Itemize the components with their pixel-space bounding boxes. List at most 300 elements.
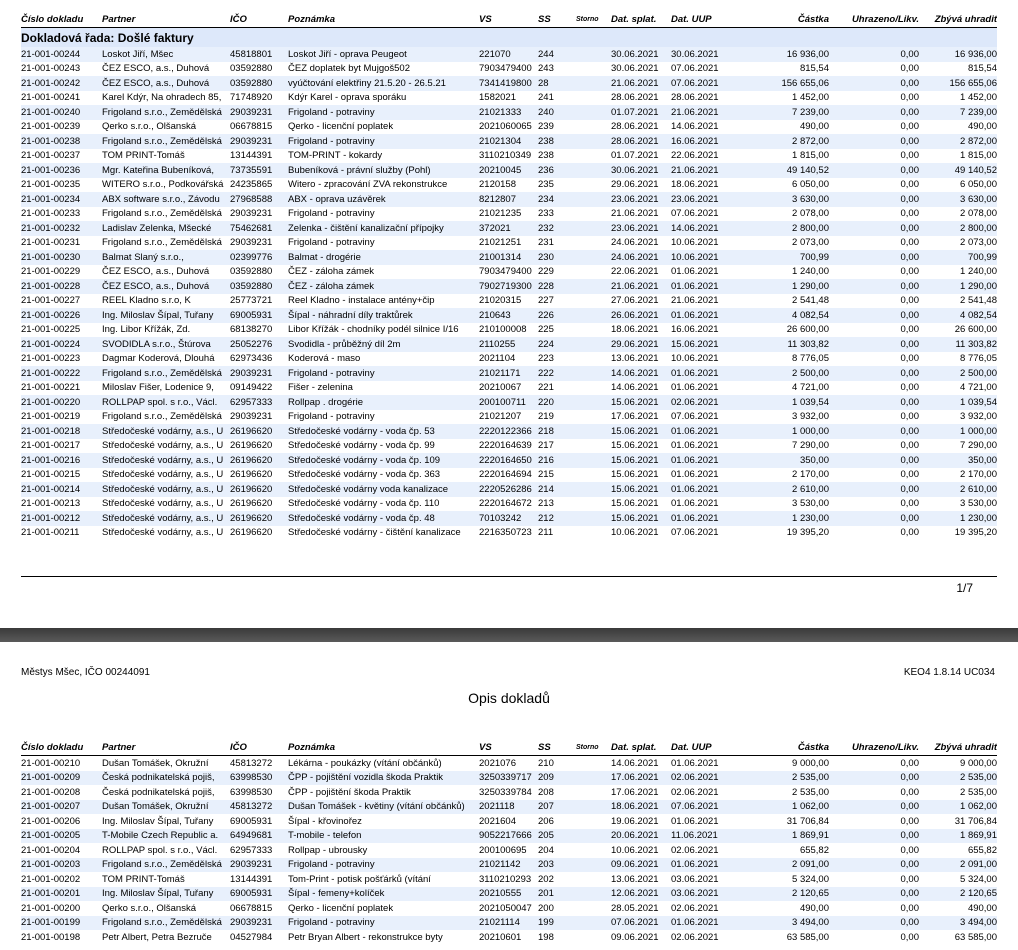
- cell-due-date: 30.06.2021: [611, 47, 671, 62]
- cell-partner: Dušan Tomášek, Okružní: [102, 757, 209, 769]
- cell-uup-date: 01.06.2021: [671, 916, 731, 931]
- cell-remaining: 31 706,84: [954, 815, 997, 827]
- cell-storno: [576, 323, 611, 338]
- cell-ss: 208: [538, 786, 554, 798]
- table-row: [21, 366, 997, 381]
- cell-ss: 28: [538, 76, 576, 91]
- cell-due-date: 14.06.2021: [611, 382, 659, 394]
- table-row: [21, 352, 997, 367]
- cell-ico: 69005931: [230, 308, 288, 323]
- cell-ss: 232: [538, 221, 576, 236]
- cell-ss: 202: [538, 873, 554, 885]
- cell-remaining: 2 541,48: [960, 295, 997, 307]
- organization-header: Městys Mšec, IČO 00244091: [21, 667, 150, 678]
- cell-uup-date: 07.06.2021: [671, 208, 719, 220]
- cell-note: Witero - zpracování ZVA rekonstrukce: [288, 179, 448, 191]
- cell-doc-number: 21-001-00208: [21, 786, 81, 798]
- cell-note: T-mobile - telefon: [288, 829, 479, 844]
- cell-storno: [576, 207, 611, 222]
- table-row: [21, 887, 997, 902]
- cell-doc-number: 21-001-00232: [21, 221, 102, 236]
- cell-paid: 0,00: [900, 527, 919, 539]
- cell-vs: 3250339784: [479, 786, 532, 798]
- cell-note: Kdýr Karel - oprava sporáku: [288, 92, 407, 104]
- cell-partner: Frigoland s.r.o., Zemědělská: [102, 916, 230, 931]
- cell-ss: 235: [538, 179, 554, 191]
- cell-remaining: 3 630,00: [919, 192, 997, 207]
- cell-remaining: 11 303,82: [919, 337, 997, 352]
- cell-doc-number: 21-001-00240: [21, 105, 102, 120]
- cell-vs: 21020315: [479, 295, 522, 307]
- column-header-partner: Partner: [102, 12, 230, 28]
- cell-paid: 0,00: [900, 179, 919, 191]
- cell-ss: 222: [538, 366, 576, 381]
- cell-storno: [576, 930, 611, 945]
- cell-paid: 0,00: [829, 771, 919, 786]
- cell-remaining: 2 872,00: [919, 134, 997, 149]
- cell-due-date: 10.06.2021: [611, 844, 659, 856]
- cell-ss: 215: [538, 469, 554, 481]
- cell-ss: 212: [538, 511, 576, 526]
- cell-amount: 1 039,54: [731, 395, 829, 410]
- cell-amount: 2 073,00: [792, 237, 829, 249]
- cell-paid: 0,00: [829, 47, 919, 62]
- cell-uup-date: 30.06.2021: [671, 47, 731, 62]
- cell-paid: 0,00: [829, 887, 919, 902]
- cell-ico: 29039231: [230, 237, 273, 249]
- table-row: [21, 149, 997, 164]
- cell-partner: Frigoland s.r.o., Zemědělská: [102, 105, 230, 120]
- cell-uup-date: 01.06.2021: [671, 366, 731, 381]
- cell-vs: 3250339717: [479, 771, 538, 786]
- cell-storno: [576, 149, 611, 164]
- cell-ss: 233: [538, 208, 554, 220]
- cell-storno: [576, 294, 611, 309]
- cell-amount: 2 610,00: [731, 482, 829, 497]
- cell-due-date: 18.06.2021: [611, 800, 671, 815]
- cell-ico: 13144391: [230, 150, 273, 162]
- cell-storno: [576, 424, 611, 439]
- cell-vs: 7903479400: [479, 63, 532, 75]
- cell-due-date: 18.06.2021: [611, 324, 659, 336]
- cell-due-date: 15.06.2021: [611, 440, 659, 452]
- cell-note: Středočeské vodárny - voda čp. 109: [288, 453, 479, 468]
- cell-vs: 2021050047: [479, 902, 532, 914]
- documents-table: [21, 12, 997, 540]
- cell-storno: [576, 872, 611, 887]
- cell-uup-date: 10.06.2021: [671, 250, 731, 265]
- cell-ico: 29039231: [230, 858, 288, 873]
- cell-due-date: 15.06.2021: [611, 453, 671, 468]
- cell-due-date: 28.06.2021: [611, 134, 671, 149]
- cell-vs: 21021235: [479, 208, 522, 220]
- cell-doc-number: 21-001-00220: [21, 395, 102, 410]
- table-row: [21, 163, 997, 178]
- cell-vs: 21021333: [479, 105, 538, 120]
- cell-storno: [576, 497, 611, 512]
- cell-doc-number: 21-001-00199: [21, 916, 102, 931]
- cell-paid: 0,00: [900, 873, 919, 885]
- cell-vs: 200100695: [479, 844, 527, 856]
- cell-vs: 1582021: [479, 92, 516, 104]
- cell-amount: 1 000,00: [731, 424, 829, 439]
- cell-due-date: 17.06.2021: [611, 786, 659, 798]
- cell-paid: 0,00: [900, 150, 919, 162]
- table-row: [21, 916, 997, 931]
- cell-uup-date: 07.06.2021: [671, 411, 719, 423]
- cell-vs: 21021171: [479, 366, 538, 381]
- table-row: [21, 872, 997, 887]
- column-header-note: Poznámka: [288, 12, 479, 28]
- cell-due-date: 22.06.2021: [611, 266, 659, 278]
- cell-vs: 8212807: [479, 192, 538, 207]
- cell-remaining: 1 230,00: [919, 511, 997, 526]
- cell-ico: 09149422: [230, 382, 273, 394]
- cell-amount: 1 290,00: [731, 279, 829, 294]
- table-row: [21, 468, 997, 483]
- cell-amount: 2 091,00: [731, 858, 829, 873]
- cell-ss: 238: [538, 150, 554, 162]
- cell-paid: 0,00: [829, 511, 919, 526]
- cell-paid: 0,00: [829, 192, 919, 207]
- cell-doc-number: 21-001-00233: [21, 208, 81, 220]
- cell-doc-number: 21-001-00234: [21, 192, 102, 207]
- cell-uup-date: 01.06.2021: [671, 482, 731, 497]
- cell-note: Středočeské vodárny - voda čp. 110: [288, 498, 440, 510]
- cell-doc-number: 21-001-00231: [21, 237, 81, 249]
- cell-remaining: 700,99: [919, 250, 997, 265]
- cell-uup-date: 01.06.2021: [671, 382, 719, 394]
- cell-storno: [576, 163, 611, 178]
- cell-storno: [576, 337, 611, 352]
- cell-paid: 0,00: [900, 237, 919, 249]
- cell-uup-date: 07.06.2021: [671, 76, 731, 91]
- cell-storno: [576, 105, 611, 120]
- cell-due-date: 28.06.2021: [611, 92, 659, 104]
- table-row: [21, 497, 997, 512]
- cell-amount: 8 776,05: [792, 353, 829, 365]
- cell-paid: 0,00: [829, 366, 919, 381]
- cell-doc-number: 21-001-00243: [21, 63, 81, 75]
- cell-remaining: 1 452,00: [960, 92, 997, 104]
- cell-ico: 45818801: [230, 47, 288, 62]
- cell-ss: 236: [538, 163, 576, 178]
- cell-doc-number: 21-001-00207: [21, 800, 102, 815]
- cell-vs: 2220526286: [479, 482, 538, 497]
- cell-remaining: 6 050,00: [960, 179, 997, 191]
- table-row: [21, 381, 997, 396]
- cell-partner: Frigoland s.r.o., Zemědělská: [102, 366, 230, 381]
- table-row: [21, 337, 997, 352]
- column-header-due-date: Dat. splat.: [611, 12, 671, 28]
- table-row: [21, 134, 997, 149]
- cell-uup-date: 01.06.2021: [671, 266, 719, 278]
- cell-due-date: 29.06.2021: [611, 337, 671, 352]
- cell-amount: 3 530,00: [792, 498, 829, 510]
- cell-storno: [576, 526, 611, 541]
- cell-vs: 21021207: [479, 411, 522, 423]
- cell-partner: SVODIDLA s.r.o., Štúrova: [102, 337, 230, 352]
- cell-uup-date: 01.06.2021: [671, 424, 731, 439]
- table-row: [21, 308, 997, 323]
- cell-remaining: 490,00: [967, 902, 997, 914]
- cell-amount: 2 535,00: [731, 771, 829, 786]
- cell-doc-number: 21-001-00235: [21, 179, 81, 191]
- cell-doc-number: 21-001-00238: [21, 134, 102, 149]
- cell-paid: 0,00: [829, 337, 919, 352]
- column-header-row: [21, 12, 997, 28]
- cell-remaining: 2 500,00: [919, 366, 997, 381]
- cell-due-date: 30.06.2021: [611, 63, 659, 75]
- cell-due-date: 28.05.2021: [611, 902, 659, 914]
- cell-remaining: 5 324,00: [960, 873, 997, 885]
- cell-due-date: 13.06.2021: [611, 873, 659, 885]
- cell-partner: ČEZ ESCO, a.s., Duhová: [102, 63, 210, 75]
- cell-partner: Středočeské vodárny, a.s., U: [102, 440, 224, 452]
- cell-ico: 69005931: [230, 815, 273, 827]
- cell-ico: 64949681: [230, 829, 288, 844]
- cell-vs: 70103242: [479, 511, 538, 526]
- cell-vs: 3110210349: [479, 150, 532, 162]
- cell-amount: 1 452,00: [792, 92, 829, 104]
- cell-vs: 21021304: [479, 134, 538, 149]
- cell-due-date: 19.06.2021: [611, 815, 659, 827]
- cell-note: Středočeské vodárny - voda čp. 363: [288, 469, 441, 481]
- cell-storno: [576, 916, 611, 931]
- cell-ico: 27968588: [230, 192, 288, 207]
- cell-vs: 2110255: [479, 337, 538, 352]
- cell-due-date: 24.06.2021: [611, 250, 671, 265]
- cell-partner: TOM PRINT-Tomáš: [102, 150, 185, 162]
- cell-vs: 2220122366: [479, 424, 538, 439]
- cell-amount: 3 630,00: [731, 192, 829, 207]
- cell-paid: 0,00: [829, 163, 919, 178]
- cell-uup-date: 07.06.2021: [671, 63, 719, 75]
- cell-partner: Balmat Slaný s.r.o.,: [102, 250, 230, 265]
- cell-amount: 2 078,00: [792, 208, 829, 220]
- cell-note: Qerko - licenční poplatek: [288, 121, 394, 133]
- cell-amount: 3 494,00: [731, 916, 829, 931]
- cell-doc-number: 21-001-00206: [21, 815, 81, 827]
- cell-ico: 29039231: [230, 134, 288, 149]
- cell-remaining: 8 776,05: [960, 353, 997, 365]
- cell-doc-number: 21-001-00224: [21, 337, 102, 352]
- column-header-partner: Partner: [102, 740, 230, 756]
- cell-storno: [576, 352, 611, 367]
- cell-ico: 02399776: [230, 250, 288, 265]
- cell-due-date: 15.06.2021: [611, 498, 659, 510]
- table-row: [21, 265, 997, 280]
- cell-ss: 234: [538, 192, 576, 207]
- cell-doc-number: 21-001-00223: [21, 353, 81, 365]
- cell-due-date: 28.06.2021: [611, 121, 659, 133]
- cell-ss: 210: [538, 757, 554, 769]
- cell-note: Libor Křížák - chodníky podél silnice I/16: [288, 324, 459, 336]
- cell-doc-number: 21-001-00227: [21, 295, 81, 307]
- cell-ss: 213: [538, 498, 554, 510]
- cell-ico: 29039231: [230, 916, 288, 931]
- cell-partner: Petr Albert, Petra Bezruče: [102, 931, 212, 943]
- cell-paid: 0,00: [900, 786, 919, 798]
- cell-doc-number: 21-001-00209: [21, 771, 102, 786]
- cell-ico: 62973436: [230, 353, 273, 365]
- cell-remaining: 3 530,00: [960, 498, 997, 510]
- cell-partner: Frigoland s.r.o., Zemědělská: [102, 858, 230, 873]
- cell-storno: [576, 756, 611, 771]
- cell-ico: 69005931: [230, 887, 288, 902]
- cell-amount: 1 240,00: [792, 266, 829, 278]
- cell-paid: 0,00: [900, 440, 919, 452]
- cell-due-date: 29.06.2021: [611, 179, 659, 191]
- cell-amount: 490,00: [799, 902, 829, 914]
- cell-due-date: 14.06.2021: [611, 366, 671, 381]
- report-page-2: [0, 642, 1018, 950]
- cell-storno: [576, 453, 611, 468]
- cell-amount: 2 500,00: [731, 366, 829, 381]
- cell-vs: 221070: [479, 47, 538, 62]
- cell-due-date: 21.06.2021: [611, 279, 671, 294]
- cell-ss: 206: [538, 815, 554, 827]
- cell-ss: 203: [538, 858, 576, 873]
- cell-storno: [576, 814, 611, 829]
- cell-partner: Karel Kdýr, Na ohradech 85,: [102, 92, 222, 104]
- cell-ss: 219: [538, 411, 554, 423]
- cell-uup-date: 01.06.2021: [671, 469, 719, 481]
- column-header-storno: Storno: [576, 12, 611, 28]
- cell-storno: [576, 236, 611, 251]
- cell-remaining: 156 655,06: [919, 76, 997, 91]
- cell-remaining: 350,00: [919, 453, 997, 468]
- cell-partner: Ing. Miloslav Šípal, Tuřany: [102, 308, 230, 323]
- table-row: [21, 178, 997, 193]
- cell-doc-number: 21-001-00225: [21, 324, 81, 336]
- cell-paid: 0,00: [900, 382, 919, 394]
- cell-paid: 0,00: [900, 121, 919, 133]
- cell-partner: Středočeské vodárny, a.s., U: [102, 469, 224, 481]
- cell-storno: [576, 395, 611, 410]
- cell-paid: 0,00: [829, 134, 919, 149]
- cell-vs: 2220164639: [479, 440, 532, 452]
- column-header-row: [21, 740, 997, 756]
- cell-vs: 210643: [479, 308, 538, 323]
- cell-paid: 0,00: [900, 757, 919, 769]
- table-row: [21, 62, 997, 77]
- table-row: [21, 91, 997, 106]
- cell-uup-date: 03.06.2021: [671, 873, 719, 885]
- cell-storno: [576, 47, 611, 62]
- cell-vs: 2021076: [479, 757, 516, 769]
- table-row: [21, 453, 997, 468]
- column-header-ss: SS: [538, 12, 576, 28]
- cell-storno: [576, 178, 611, 193]
- cell-note: ČEZ doplatek byt Mujgoš502: [288, 63, 410, 75]
- software-version: KEO4 1.8.14 UC034: [903, 667, 995, 678]
- cell-doc-number: 21-001-00215: [21, 469, 81, 481]
- cell-paid: 0,00: [829, 482, 919, 497]
- cell-partner: REEL Kladno s.r.o, K: [102, 295, 191, 307]
- cell-ss: 228: [538, 279, 576, 294]
- cell-partner: ČEZ ESCO, a.s., Duhová: [102, 279, 230, 294]
- cell-uup-date: 10.06.2021: [671, 237, 719, 249]
- cell-ico: 25773721: [230, 295, 273, 307]
- column-header-paid: Uhrazeno/Likv.: [829, 12, 919, 28]
- cell-vs: 20210067: [479, 382, 522, 394]
- cell-vs: 2220164694: [479, 469, 532, 481]
- cell-amount: 2 872,00: [731, 134, 829, 149]
- cell-note: Petr Bryan Albert - rekonstrukce byty: [288, 931, 443, 943]
- cell-uup-date: 03.06.2021: [671, 887, 731, 902]
- cell-amount: 11 303,82: [731, 337, 829, 352]
- cell-uup-date: 02.06.2021: [671, 771, 731, 786]
- cell-storno: [576, 785, 611, 800]
- cell-storno: [576, 134, 611, 149]
- table-row: [21, 236, 997, 251]
- cell-partner: Středočeské vodárny, a.s., U: [102, 511, 230, 526]
- cell-due-date: 13.06.2021: [611, 353, 659, 365]
- cell-ss: 231: [538, 237, 554, 249]
- cell-partner: Mgr. Kateřina Bubeníková,: [102, 163, 230, 178]
- cell-uup-date: 22.06.2021: [671, 150, 719, 162]
- cell-ss: 200: [538, 902, 554, 914]
- cell-partner: Qerko s.r.o., Olšanská: [102, 121, 196, 133]
- cell-vs: 7902719300: [479, 279, 538, 294]
- cell-amount: 2 120,65: [731, 887, 829, 902]
- cell-note: Frigoland - potraviny: [288, 366, 479, 381]
- cell-paid: 0,00: [829, 829, 919, 844]
- cell-note: Frigoland - potraviny: [288, 411, 375, 423]
- cell-doc-number: 21-001-00210: [21, 757, 81, 769]
- cell-note: Středočeské vodárny voda kanalizace: [288, 482, 479, 497]
- cell-due-date: 01.07.2021: [611, 150, 659, 162]
- cell-paid: 0,00: [900, 208, 919, 220]
- cell-remaining: 16 936,00: [919, 47, 997, 62]
- cell-ico: 03592880: [230, 63, 273, 75]
- cell-storno: [576, 887, 611, 902]
- cell-due-date: 15.06.2021: [611, 469, 659, 481]
- cell-ss: 227: [538, 295, 554, 307]
- cell-uup-date: 01.06.2021: [671, 757, 719, 769]
- cell-doc-number: 21-001-00212: [21, 511, 102, 526]
- cell-note: ABX - oprava uzávěrek: [288, 192, 479, 207]
- cell-ico: 03592880: [230, 76, 288, 91]
- cell-partner: ROLLPAP spol. s r.o., Václ.: [102, 844, 218, 856]
- cell-amount: 5 324,00: [792, 873, 829, 885]
- cell-paid: 0,00: [829, 308, 919, 323]
- cell-ico: 26196620: [230, 424, 288, 439]
- table-row: [21, 395, 997, 410]
- table-row: [21, 526, 997, 541]
- cell-remaining: 1 290,00: [919, 279, 997, 294]
- cell-uup-date: 10.06.2021: [671, 353, 719, 365]
- cell-remaining: 2 535,00: [919, 771, 997, 786]
- table-row: [21, 207, 997, 222]
- cell-ico: 73735591: [230, 163, 288, 178]
- cell-ico: 71748920: [230, 92, 273, 104]
- cell-remaining: 815,54: [967, 63, 997, 75]
- cell-remaining: 1 240,00: [960, 266, 997, 278]
- cell-amount: 2 170,00: [792, 469, 829, 481]
- cell-uup-date: 07.06.2021: [671, 527, 719, 539]
- cell-paid: 0,00: [900, 931, 919, 943]
- cell-partner: Ladislav Zelenka, Mšecké: [102, 221, 230, 236]
- page-number: 1/7: [956, 581, 973, 595]
- cell-doc-number: 21-001-00211: [21, 527, 80, 539]
- table-row: [21, 410, 997, 425]
- cell-vs: 20210601: [479, 931, 522, 943]
- cell-vs: 200100711: [479, 395, 538, 410]
- cell-amount: 655,82: [799, 844, 829, 856]
- cell-remaining: 3 494,00: [919, 916, 997, 931]
